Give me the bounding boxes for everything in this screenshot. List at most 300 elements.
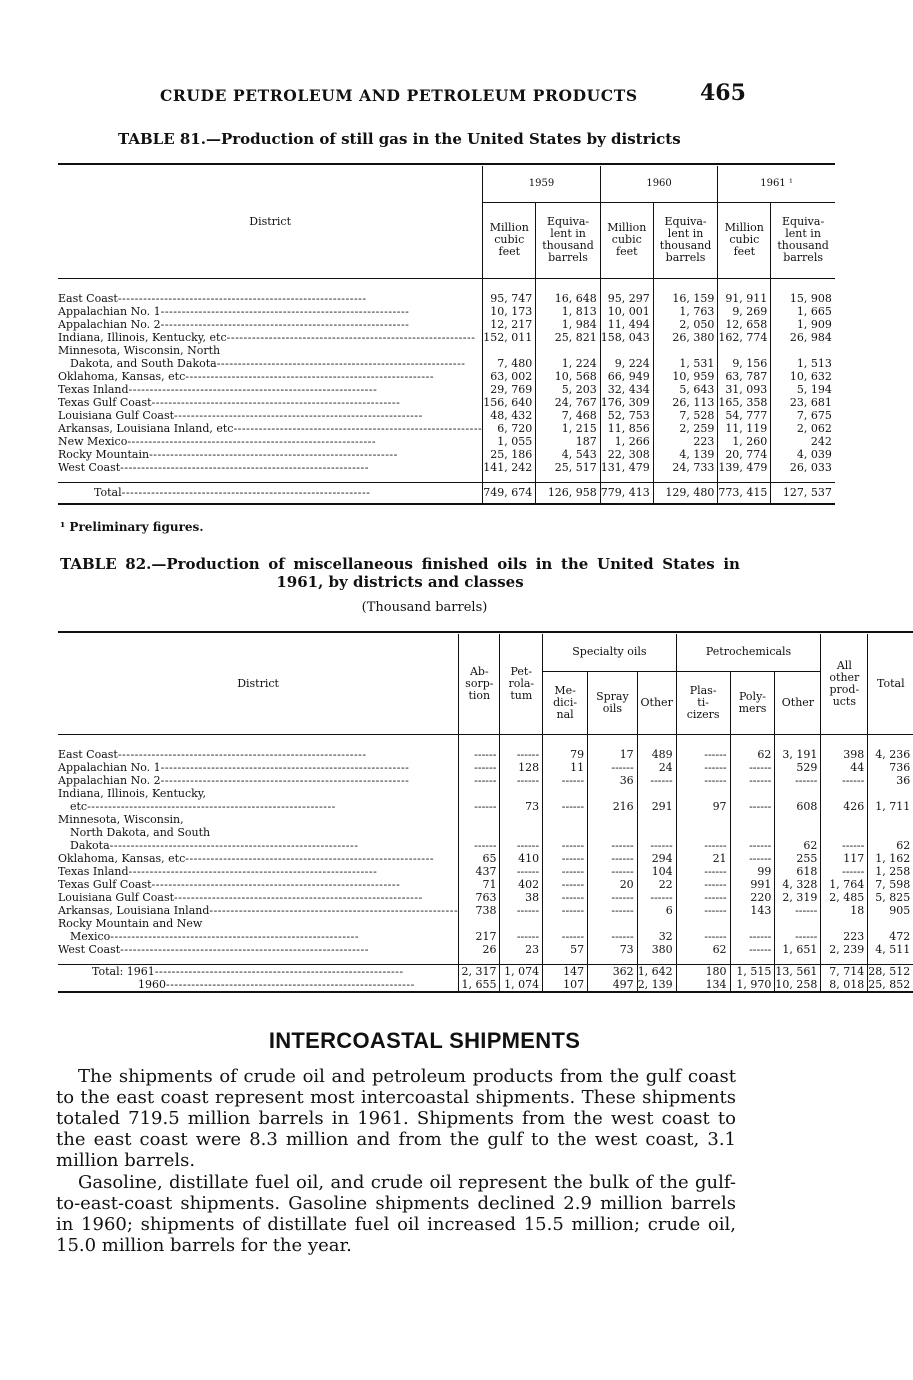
table-cell: ------ — [730, 839, 775, 852]
table-cell: ------ — [775, 904, 821, 917]
total-cell: 129, 480 — [653, 482, 718, 504]
t82-plasticizers-header: Plas- ti- cizers — [676, 671, 730, 734]
district-label: 1960 — [138, 977, 166, 991]
table-cell — [730, 787, 775, 800]
table-cell: 5, 203 — [536, 383, 601, 396]
table-cell: 57 — [543, 943, 588, 956]
table-cell: 26, 033 — [771, 461, 835, 474]
table-cell — [600, 344, 653, 357]
table-cell — [543, 826, 588, 839]
title-word: finished — [421, 555, 489, 573]
table-cell: ------ — [500, 748, 543, 761]
table-cell: 410 — [500, 852, 543, 865]
leader-dots — [110, 839, 359, 852]
district-name — [58, 461, 483, 474]
table-cell: 1, 763 — [653, 305, 718, 318]
district-label: East Coast — [58, 748, 118, 761]
table-cell: 16, 648 — [536, 292, 601, 305]
table-cell: 11, 494 — [600, 318, 653, 331]
table-cell — [637, 826, 676, 839]
table-row — [58, 422, 835, 435]
table-cell: 217 — [459, 930, 500, 943]
table-cell: 38 — [500, 891, 543, 904]
table-cell: 95, 747 — [483, 292, 536, 305]
title-word: in — [535, 555, 553, 573]
table-cell — [718, 344, 771, 357]
table-cell: 10, 959 — [653, 370, 718, 383]
table-cell: 32 — [637, 930, 676, 943]
table-row — [58, 865, 913, 878]
table-cell: ------ — [676, 904, 730, 917]
footnote: ¹ Preliminary figures. — [60, 520, 204, 534]
table-cell — [543, 787, 588, 800]
table-cell: ------ — [676, 930, 730, 943]
table-cell: 1, 162 — [868, 852, 913, 865]
table-cell: ------ — [588, 761, 638, 774]
total-row — [58, 964, 913, 978]
total-cell: 126, 958 — [536, 482, 601, 504]
table-cell — [730, 813, 775, 826]
title-word: TABLE — [60, 555, 117, 573]
table-cell — [588, 917, 638, 930]
total-cell: 8, 018 — [821, 978, 868, 992]
table-cell: 139, 479 — [718, 461, 771, 474]
spacer-cell — [653, 474, 718, 482]
table-cell: 63, 002 — [483, 370, 536, 383]
table-cell — [868, 917, 913, 930]
title-word: of — [268, 555, 285, 573]
table-cell: ------ — [730, 774, 775, 787]
table-cell: 48, 432 — [483, 409, 536, 422]
spacer-cell — [868, 956, 913, 964]
district-name-wrap — [58, 774, 458, 787]
table-cell: 36 — [868, 774, 913, 787]
total-cell: 127, 537 — [771, 482, 835, 504]
leader-dots — [87, 800, 336, 813]
table-row — [58, 370, 835, 383]
table-row — [58, 826, 913, 839]
table-cell — [775, 917, 821, 930]
district-name-wrap — [58, 917, 458, 930]
district-name — [58, 761, 459, 774]
table-cell: 156, 640 — [483, 396, 536, 409]
spacer-cell — [483, 278, 536, 292]
district-name-wrap — [58, 435, 482, 448]
district-name-wrap — [58, 852, 458, 865]
t82-other1-header: Other — [637, 671, 676, 734]
total-cell: 1, 515 — [730, 964, 775, 978]
table-cell: 29, 769 — [483, 383, 536, 396]
table-cell: 152, 011 — [483, 331, 536, 344]
t82-total-header: Total — [868, 634, 913, 734]
district-name-wrap — [58, 383, 482, 396]
table-cell: ------ — [500, 865, 543, 878]
spacer-cell — [588, 734, 638, 748]
district-name — [58, 865, 459, 878]
table-cell: ------ — [730, 761, 775, 774]
table-cell: 5, 643 — [653, 383, 718, 396]
table-cell: 10, 001 — [600, 305, 653, 318]
table-cell: 23 — [500, 943, 543, 956]
table-cell: 402 — [500, 878, 543, 891]
total-cell: 773, 415 — [718, 482, 771, 504]
table-cell — [588, 826, 638, 839]
spacer-cell — [718, 474, 771, 482]
table-row — [58, 878, 913, 891]
table-cell: 7, 528 — [653, 409, 718, 422]
table-row — [58, 318, 835, 331]
table-cell: ------ — [676, 878, 730, 891]
table-cell — [500, 826, 543, 839]
district-name-wrap — [58, 344, 482, 357]
table-cell: ------ — [588, 930, 638, 943]
table-cell — [775, 813, 821, 826]
district-name-wrap — [58, 461, 482, 474]
district-name-wrap — [58, 409, 482, 422]
table-cell — [588, 813, 638, 826]
table-cell: 2, 062 — [771, 422, 835, 435]
table-cell: 52, 753 — [600, 409, 653, 422]
district-name — [58, 482, 483, 504]
spacer-cell — [868, 734, 913, 748]
district-name-wrap — [58, 357, 482, 370]
table-cell: 2, 259 — [653, 422, 718, 435]
table-cell: 1, 909 — [771, 318, 835, 331]
leader-dots — [129, 383, 378, 396]
table-cell: 4, 139 — [653, 448, 718, 461]
table-cell: 158, 043 — [600, 331, 653, 344]
district-name-wrap — [58, 965, 458, 978]
table-cell: 10, 632 — [771, 370, 835, 383]
district-name — [58, 787, 459, 800]
table-row — [58, 461, 835, 474]
leader-dots — [227, 331, 476, 344]
district-label: Arkansas, Louisiana Inland — [58, 904, 210, 917]
table-cell: ------ — [775, 774, 821, 787]
table-row — [58, 383, 835, 396]
table-cell: 529 — [775, 761, 821, 774]
paragraph-1-text: The shipments of crude oil and petroleum products from the gulf coast to the east coast represent most intercoastal shipments. These shipments totaled 719.5 million barrels in 1961. Shipments from the west coast to the east coast were 8.3 million and from the gulf to the west coast, 3.1 million barrels. — [56, 1066, 736, 1171]
table-cell: 97 — [676, 800, 730, 813]
table-row — [58, 331, 835, 344]
table-cell: ------ — [543, 891, 588, 904]
table-cell: 117 — [821, 852, 868, 865]
district-label: Appalachian No. 2 — [58, 774, 161, 787]
table-cell: ------ — [821, 865, 868, 878]
table-cell: 1, 260 — [718, 435, 771, 448]
spacer-cell — [536, 278, 601, 292]
table-cell: 1, 764 — [821, 878, 868, 891]
table-row — [58, 748, 913, 761]
table-cell: ------ — [543, 774, 588, 787]
district-name — [58, 917, 459, 930]
table-cell: 25, 517 — [536, 461, 601, 474]
table-cell: 187 — [536, 435, 601, 448]
table-cell: 437 — [459, 865, 500, 878]
table-cell: ------ — [543, 878, 588, 891]
table-cell — [821, 787, 868, 800]
table-cell: ------ — [588, 891, 638, 904]
leader-dots — [129, 865, 378, 878]
district-label: Louisiana Gulf Coast — [58, 409, 175, 422]
table-cell — [775, 826, 821, 839]
year-1960: 1960 — [600, 166, 718, 202]
table-cell: 472 — [868, 930, 913, 943]
table-cell: ------ — [821, 839, 868, 852]
table-cell: 3, 191 — [775, 748, 821, 761]
table-cell — [536, 344, 601, 357]
district-name — [58, 748, 459, 761]
table-cell — [637, 813, 676, 826]
spacer-cell — [821, 734, 868, 748]
district-name — [58, 370, 483, 383]
district-name — [58, 383, 483, 396]
district-name-wrap — [58, 813, 458, 826]
district-name — [58, 409, 483, 422]
leader-dots — [233, 422, 482, 435]
district-name-wrap — [58, 800, 458, 813]
spacer-cell — [653, 278, 718, 292]
table-cell — [821, 826, 868, 839]
table-cell: ------ — [676, 761, 730, 774]
spacer-cell — [588, 956, 638, 964]
table-cell — [637, 917, 676, 930]
table-cell: 6 — [637, 904, 676, 917]
table-cell: 15, 908 — [771, 292, 835, 305]
spacer-cell — [58, 956, 459, 964]
table-cell: 7, 675 — [771, 409, 835, 422]
total-cell: 10, 258 — [775, 978, 821, 992]
total-cell: 2, 317 — [459, 964, 500, 978]
spacer-cell — [771, 474, 835, 482]
leader-dots — [166, 978, 415, 991]
equivalent-barrels-header: Equiva-lent in thousand barrels — [536, 202, 601, 278]
table-cell: 95, 297 — [600, 292, 653, 305]
table-cell — [543, 813, 588, 826]
leader-dots — [118, 748, 367, 761]
total-cell: 28, 512 — [868, 964, 913, 978]
leader-dots — [120, 461, 369, 474]
district-name — [58, 396, 483, 409]
district-name — [58, 357, 483, 370]
district-label: Dakota, and South Dakota — [70, 357, 217, 370]
table-row — [58, 904, 913, 917]
district-label: Arkansas, Louisiana Inland, etc — [58, 422, 234, 435]
table-row — [58, 409, 835, 422]
district-name — [58, 930, 459, 943]
district-label: New Mexico — [58, 435, 128, 448]
leader-dots — [155, 965, 404, 978]
table-cell: 10, 173 — [483, 305, 536, 318]
spacer-cell — [600, 474, 653, 482]
table-cell — [868, 787, 913, 800]
title-word: in — [723, 555, 740, 573]
district-label: etc — [70, 800, 88, 813]
leader-dots — [217, 357, 466, 370]
total-cell: 2, 139 — [637, 978, 676, 992]
table-cell: ------ — [500, 904, 543, 917]
table-cell: ------ — [543, 852, 588, 865]
district-label: Texas Inland — [58, 383, 129, 396]
table-cell: 1, 651 — [775, 943, 821, 956]
t82-medicinal-header: Me- dici- nal — [543, 671, 588, 734]
table-cell: 4, 543 — [536, 448, 601, 461]
table-cell: ------ — [730, 943, 775, 956]
district-name — [58, 422, 483, 435]
district-label: West Coast — [58, 461, 121, 474]
district-label: Texas Inland — [58, 865, 129, 878]
district-label: Total: 1961 — [92, 964, 155, 978]
district-label: Oklahoma, Kansas, etc — [58, 852, 186, 865]
table-cell: 91, 911 — [718, 292, 771, 305]
table-cell: ------ — [588, 839, 638, 852]
t82-specialty-header: Specialty oils — [543, 634, 677, 671]
table-cell — [588, 787, 638, 800]
district-name-wrap — [58, 748, 458, 761]
district-name — [58, 318, 483, 331]
table-cell: 71 — [459, 878, 500, 891]
table-cell: ------ — [459, 800, 500, 813]
table-cell: 10, 568 — [536, 370, 601, 383]
table-cell: 489 — [637, 748, 676, 761]
district-label: Texas Gulf Coast — [58, 878, 152, 891]
t82-petrochem-header: Petrochemicals — [676, 634, 821, 671]
total-cell: 1, 074 — [500, 978, 543, 992]
district-name-wrap — [58, 448, 482, 461]
leader-dots — [110, 930, 359, 943]
table-cell: ------ — [676, 748, 730, 761]
table-cell: 2, 485 — [821, 891, 868, 904]
district-name-wrap — [58, 865, 458, 878]
table-cell — [868, 826, 913, 839]
table-cell: 1, 513 — [771, 357, 835, 370]
t82-district-header: District — [237, 676, 279, 690]
table-cell: 65 — [459, 852, 500, 865]
table-cell: 62 — [775, 839, 821, 852]
table-cell: 220 — [730, 891, 775, 904]
table-cell: 23, 681 — [771, 396, 835, 409]
table-cell: 5, 825 — [868, 891, 913, 904]
total-cell: 7, 714 — [821, 964, 868, 978]
district-name-wrap — [58, 331, 482, 344]
table-cell: 738 — [459, 904, 500, 917]
table-cell: ------ — [543, 904, 588, 917]
table-row — [58, 800, 913, 813]
table-cell: ------ — [637, 839, 676, 852]
table81-title: TABLE 81.—Production of still gas in the United States by districts — [118, 130, 681, 148]
paragraph-1 — [56, 1066, 736, 1171]
spacer-cell — [459, 956, 500, 964]
table-cell: ------ — [459, 774, 500, 787]
spacer-cell — [775, 734, 821, 748]
district-name-wrap — [58, 787, 458, 800]
table-cell: ------ — [543, 839, 588, 852]
district-name-wrap — [58, 878, 458, 891]
table-cell: 7, 480 — [483, 357, 536, 370]
table-cell: 62 — [676, 943, 730, 956]
table82 — [58, 631, 913, 998]
table-cell: 25, 821 — [536, 331, 601, 344]
spacer-cell — [775, 956, 821, 964]
table-cell: 294 — [637, 852, 676, 865]
table-cell: 5, 194 — [771, 383, 835, 396]
total-cell: 13, 561 — [775, 964, 821, 978]
district-name — [58, 891, 459, 904]
spacer-cell — [637, 734, 676, 748]
table-cell: 1, 665 — [771, 305, 835, 318]
table-cell: 62 — [868, 839, 913, 852]
district-name-wrap — [58, 318, 482, 331]
table-cell: 54, 777 — [718, 409, 771, 422]
district-name — [58, 774, 459, 787]
district-name — [58, 435, 483, 448]
table-cell — [459, 787, 500, 800]
district-name — [58, 305, 483, 318]
table-cell — [483, 344, 536, 357]
table-row — [58, 396, 835, 409]
district-label: North Dakota, and South — [70, 826, 211, 839]
table-cell — [821, 917, 868, 930]
district-name — [58, 826, 459, 839]
table-cell: 66, 949 — [600, 370, 653, 383]
spacer-cell — [536, 474, 601, 482]
table-cell — [459, 917, 500, 930]
district-name — [58, 800, 459, 813]
table-row — [58, 305, 835, 318]
table-cell: ------ — [821, 774, 868, 787]
table-cell: 62 — [730, 748, 775, 761]
table-cell: 905 — [868, 904, 913, 917]
total-row — [58, 482, 835, 504]
title-word: 82.—Production — [125, 555, 260, 573]
table-cell: 162, 774 — [718, 331, 771, 344]
spacer-cell — [500, 734, 543, 748]
district-name — [58, 878, 459, 891]
total-cell: 749, 674 — [483, 482, 536, 504]
table-cell: 31, 093 — [718, 383, 771, 396]
table-cell: 1, 258 — [868, 865, 913, 878]
table-cell: 18 — [821, 904, 868, 917]
table-cell: 763 — [459, 891, 500, 904]
table-cell: 4, 328 — [775, 878, 821, 891]
table-cell: ------ — [730, 852, 775, 865]
district-label: Appalachian No. 2 — [58, 318, 161, 331]
table-cell: 12, 658 — [718, 318, 771, 331]
spacer-cell — [600, 278, 653, 292]
table-row — [58, 292, 835, 305]
table-cell — [676, 917, 730, 930]
table-cell: 2, 239 — [821, 943, 868, 956]
table-cell: 26, 380 — [653, 331, 718, 344]
spacer-cell — [637, 956, 676, 964]
table81 — [58, 163, 835, 505]
table-cell: 242 — [771, 435, 835, 448]
table-cell: ------ — [459, 748, 500, 761]
table-cell — [821, 813, 868, 826]
table-cell: 24 — [637, 761, 676, 774]
table-cell: 1, 224 — [536, 357, 601, 370]
table-cell: 12, 217 — [483, 318, 536, 331]
title-word: States — [662, 555, 715, 573]
table-cell: ------ — [459, 761, 500, 774]
district-label: Texas Gulf Coast — [58, 396, 152, 409]
table-cell: 165, 358 — [718, 396, 771, 409]
table-cell: 4, 236 — [868, 748, 913, 761]
table-cell: 26 — [459, 943, 500, 956]
table-cell: 1, 531 — [653, 357, 718, 370]
running-title: CRUDE PETROLEUM AND PETROLEUM PRODUCTS — [160, 86, 638, 105]
district-label: Appalachian No. 1 — [58, 761, 161, 774]
